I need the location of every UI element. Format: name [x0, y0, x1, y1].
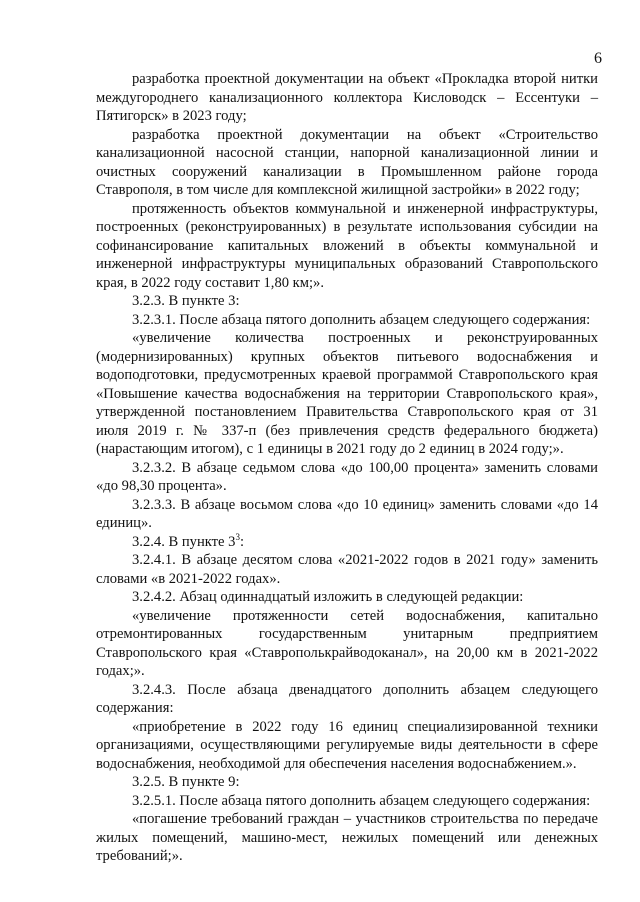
- paragraph-5: 3.2.3.1. После абзаца пятого дополнить абзацем следующего содержания:: [132, 311, 591, 328]
- superscript: 3: [235, 531, 240, 542]
- page-number: 6: [594, 50, 602, 67]
- paragraph-9-text: 3.2.4. В пункте 3: [132, 533, 236, 550]
- paragraph-16: 3.2.5.1. После абзаца пятого дополнить абзацем следующего содержания:: [132, 792, 591, 809]
- paragraph-14: «приобретение в 2022 году 16 единиц специализированной техники организациями, осуществляющими регулируемые виды деятельности в сфере водоснабжения, необходимой для обеспечения населения водоснабжением.».: [96, 718, 598, 772]
- paragraph-4: 3.2.3. В пункте 3:: [132, 293, 240, 309]
- paragraph-15: 3.2.5. В пункте 9:: [132, 774, 240, 790]
- paragraph-10: 3.2.4.1. В абзаце десятом слова «2021-2022 годов в 2021 году» заменить словами «в 2021-2022 годах».: [96, 552, 598, 587]
- paragraph-11: 3.2.4.2. Абзац одиннадцатый изложить в следующей редакции:: [132, 589, 524, 605]
- paragraph-1: разработка проектной документации на объект «Прокладка второй нитки междугороднего канализационного коллектора Кисловодск – Ессентуки – Пятигорск» в 2023 году;: [96, 71, 598, 124]
- paragraph-13: 3.2.4.3. После абзаца двенадцатого дополнить абзацем следующего содержания:: [96, 681, 598, 716]
- paragraph-7: 3.2.3.2. В абзаце седьмом слова «до 100,00 процента» заменить словами «до 98,30 процента».: [96, 459, 598, 494]
- paragraph-3: протяженность объектов коммунальной и инженерной инфраструктуры, построенных (реконструированных) в результате использования субсидии на софинансирование капитальных вложений в объекты коммунальной и инженерной инфраструктуры муниципальных образований Ставропольского края, в 2022 году составит 1,80 км;».: [96, 200, 598, 291]
- paragraph-6: «увеличение количества построенных и реконструированных (модернизированных) крупных объектов питьевого водоснабжения и водоподготовки, предусмотренных краевой программой Ставропольского края «Повышение качества водоснабжения на территории Ставропольского края», утвержденной постановлением Правительства Ставропольского края от 31 июля 2019 г. № 337-п (без привлечения средств федерального бюджета) (нарастающим итогом), с 1 единицы в 2021 году до 2 единиц в 2024 году;».: [96, 330, 598, 457]
- paragraph-2: разработка проектной документации на объект «Строительство канализационной насосной станции, напорной канализационной линии и очистных сооружений канализации в Промышленном районе города Ставрополя, в том числе для комплексной жилищной застройки» в 2022 году;: [96, 126, 598, 198]
- paragraph-9: [96, 533, 598, 552]
- paragraph-12: «увеличение протяженности сетей водоснабжения, капитально отремонтированных государственным унитарным предприятием Ставропольского края «Ставрополькрайводоканал», на 20,00 км в 2021-2022 годах;».: [96, 607, 598, 679]
- paragraph-8: 3.2.3.3. В абзаце восьмом слова «до 10 единиц» заменить словами «до 14 единиц».: [96, 496, 598, 531]
- paragraph-9-suffix: :: [239, 533, 245, 550]
- paragraph-17: «погашение требований граждан – участников строительства по передаче жилых помещений, машино-мест, нежилых помещений или денежных требований;».: [96, 811, 598, 864]
- document-body: [96, 70, 598, 866]
